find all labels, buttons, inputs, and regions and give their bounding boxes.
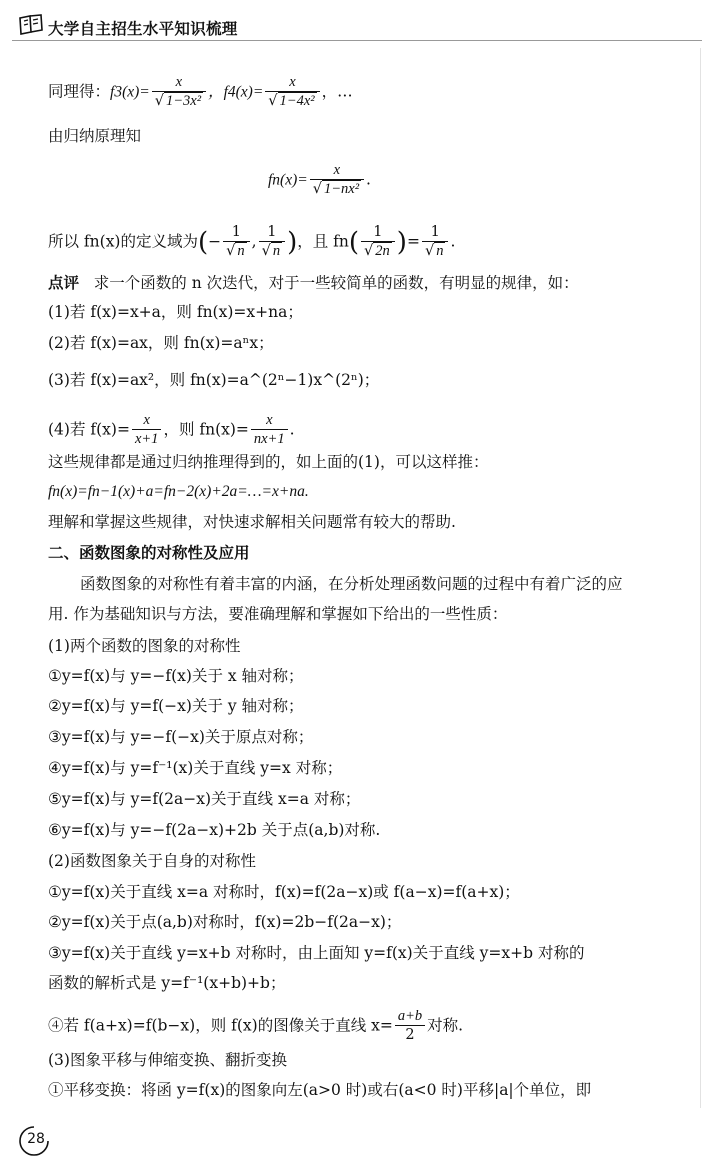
header-title: 大学自主招生水平知识梳理: [48, 20, 238, 38]
prop-c1: ①平移变换：将函 y=f(x)的图象向左(a>0 时)或右(a<0 时)平移|a|个单位，即: [48, 1081, 592, 1099]
right-margin-line: [700, 48, 701, 1108]
header-divider: [12, 40, 702, 41]
prop-a5: ⑤y=f(x)与 y=f(2a−x)关于直线 x=a 对称；: [48, 790, 361, 808]
rule-2: (2)若 f(x)=ax，则 fn(x)=aⁿx；: [48, 334, 274, 352]
domain-line: 所以 fn(x)的定义域为(− $\frac{1}{√ n}$ , $\frac{1}{√ n}$ )，且 fn( $\frac{1}{√ 2n}$ )= $\frac{1}{√ n}$ .: [48, 224, 456, 259]
prop-a1: ①y=f(x)与 y=−f(x)关于 x 轴对称；: [48, 667, 304, 685]
rule-3: (3)若 f(x)=ax²，则 fn(x)=a^(2ⁿ−1)x^(2ⁿ)；: [48, 371, 380, 389]
prop-a6: ⑥y=f(x)与 y=−f(2a−x)+2b 关于点(a,b)对称.: [48, 821, 381, 839]
comment-label: 点评: [48, 274, 80, 292]
subheading-3: (3)图象平移与伸缩变换、翻折变换: [48, 1051, 287, 1069]
comment-text: 求一个函数的 n 次迭代，对于一些较简单的函数，有明显的规律，如：: [93, 274, 579, 292]
book-logo-icon: [18, 12, 44, 38]
fraction-f4: $\frac{x}{\text{√ 1−4x²}}$: [265, 74, 319, 111]
prop-b4: ④若 f(a+x)=f(b−x)，则 f(x)的图像关于直线 x= $\frac{a+b}{2}$ 对称.: [48, 1008, 464, 1043]
subheading-1: (1)两个函数的图象的对称性: [48, 637, 241, 655]
paragraph-1: 这些规律都是通过归纳推理得到的，如上面的(1)，可以这样推：: [48, 453, 489, 471]
fraction-arg: $\frac{1}{√ 2n}$: [361, 224, 395, 261]
fraction-f3: $\frac{x}{\text{√ 1−3x²}}$: [152, 74, 206, 111]
fraction-neg: $\frac{1}{√ n}$: [223, 224, 250, 261]
ellipsis: ，…: [321, 82, 353, 101]
prop-a3: ③y=f(x)与 y=−f(−x)关于原点对称；: [48, 728, 314, 746]
prop-b1: ①y=f(x)关于直线 x=a 对称时，f(x)=f(2a−x)或 f(a−x)=f(a+x)；: [48, 883, 520, 901]
section-text-1: 函数图象的对称性有着丰富的内涵，在分析处理函数问题的过程中有着广泛的应: [80, 575, 623, 593]
page-number: 28: [27, 1131, 45, 1147]
section-text-2: 用. 作为基础知识与方法，要准确理解和掌握如下给出的一些性质：: [48, 605, 508, 623]
fraction-result: $\frac{1}{√ n}$: [422, 224, 449, 261]
f3-label: f3(x)=: [110, 83, 150, 101]
prop-b3-line1: ③y=f(x)关于直线 y=x+b 对称时，由上面知 y=f(x)关于直线 y=x+b 对称的: [48, 944, 585, 962]
fraction-pos: $\frac{1}{√ n}$: [259, 224, 286, 261]
subheading-2: (2)函数图象关于自身的对称性: [48, 852, 256, 870]
section-heading: 二、函数图象的对称性及应用: [48, 544, 250, 562]
rule-4: (4)若 f(x)= $\frac{x}{x+1}$ ，则 fn(x)= $\frac{x}{nx+1}$ .: [48, 412, 295, 447]
prop-b2: ②y=f(x)关于点(a,b)对称时，f(x)=2b−f(2a−x)；: [48, 913, 402, 931]
prop-a4: ④y=f(x)与 y=f⁻¹(x)关于直线 y=x 对称；: [48, 759, 343, 777]
rule-1: (1)若 f(x)=x+a，则 fn(x)=x+na；: [48, 303, 303, 321]
comment-line: [48, 273, 579, 293]
induction-text: 由归纳原理知: [48, 127, 142, 145]
page-header: [0, 0, 716, 40]
line-f3-f4: [48, 74, 353, 111]
lead-text: 同理得：: [48, 82, 111, 101]
prop-b3-line2: 函数的解析式是 y=f⁻¹(x+b)+b；: [48, 974, 286, 992]
fn-formula: fn(x)= $\frac{x}{\text{√ 1−nx²}}$ .: [268, 162, 371, 197]
paragraph-3: 理解和掌握这些规律，对快速求解相关问题常有较大的帮助.: [48, 513, 456, 531]
fraction-fn: $\frac{x}{\text{√ 1−nx²}}$: [310, 162, 364, 199]
f4-label: ，f4(x)=: [208, 83, 264, 101]
prop-a2: ②y=f(x)与 y=f(−x)关于 y 轴对称；: [48, 697, 304, 715]
paragraph-2: fn(x)=fn−1(x)+a=fn−2(x)+2a=…=x+na.: [48, 483, 309, 500]
